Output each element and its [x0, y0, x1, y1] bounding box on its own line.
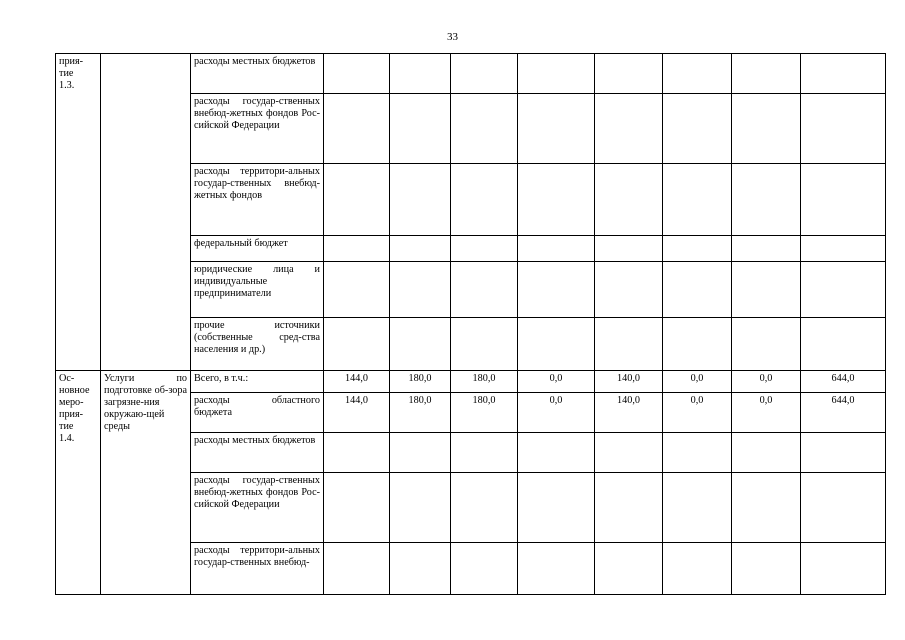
value-cell	[518, 318, 595, 371]
value-cell	[451, 318, 518, 371]
value-cell: 180,0	[451, 371, 518, 393]
value-cell: 0,0	[518, 371, 595, 393]
activity-name: Услуги по подготовке об-зора загрязне-ния окружаю-щей среды	[101, 371, 191, 595]
value-cell	[663, 262, 732, 318]
value-cell	[801, 236, 886, 262]
value-cell	[324, 473, 390, 543]
value-cell: 180,0	[390, 371, 451, 393]
value-cell: 0,0	[663, 371, 732, 393]
value-cell	[324, 262, 390, 318]
value-cell	[595, 164, 663, 236]
funding-source: федеральный бюджет	[191, 236, 324, 262]
value-cell	[732, 54, 801, 94]
value-cell	[663, 236, 732, 262]
value-cell	[324, 543, 390, 595]
value-cell	[390, 318, 451, 371]
value-cell	[595, 236, 663, 262]
value-cell	[451, 54, 518, 94]
funding-source: расходы территори-альных государ-ственных внебюд-жетных фондов	[191, 164, 324, 236]
value-cell	[663, 164, 732, 236]
value-cell	[324, 54, 390, 94]
value-cell	[732, 473, 801, 543]
value-cell: 144,0	[324, 371, 390, 393]
value-cell	[732, 543, 801, 595]
funding-source: расходы территори-альных государ-ственных внебюд-	[191, 543, 324, 595]
value-cell: 0,0	[732, 371, 801, 393]
value-cell	[518, 433, 595, 473]
value-cell	[451, 543, 518, 595]
value-cell	[324, 94, 390, 164]
table-row	[56, 371, 886, 393]
value-cell	[518, 164, 595, 236]
budget-table	[55, 53, 886, 595]
value-cell	[390, 433, 451, 473]
value-cell	[595, 94, 663, 164]
value-cell	[595, 318, 663, 371]
value-cell	[732, 433, 801, 473]
funding-source: расходы государ-ственных внебюд-жетных фондов Рос-сийской Федерации	[191, 473, 324, 543]
total-value: 644,0	[801, 371, 886, 393]
value-cell	[663, 94, 732, 164]
total-value: 644,0	[801, 393, 886, 433]
value-cell	[801, 164, 886, 236]
value-cell	[663, 543, 732, 595]
value-cell	[451, 164, 518, 236]
value-cell	[801, 54, 886, 94]
value-cell	[451, 94, 518, 164]
value-cell	[518, 543, 595, 595]
value-cell	[732, 236, 801, 262]
value-cell	[390, 236, 451, 262]
value-cell	[801, 318, 886, 371]
value-cell	[595, 262, 663, 318]
value-cell	[324, 318, 390, 371]
activity-name-cell	[101, 54, 191, 371]
total-value	[801, 433, 886, 473]
value-cell	[324, 164, 390, 236]
value-cell	[451, 262, 518, 318]
value-cell	[324, 433, 390, 473]
table-row	[56, 54, 886, 94]
funding-source: прочие источники (собственные сред-ства населения и др.)	[191, 318, 324, 371]
activity-label: Ос- новное меро- прия- тие 1.4.	[56, 371, 101, 595]
value-cell	[801, 262, 886, 318]
value-cell	[390, 164, 451, 236]
value-cell	[732, 318, 801, 371]
value-cell: 0,0	[732, 393, 801, 433]
funding-source: расходы местных бюджетов	[191, 433, 324, 473]
value-cell: 180,0	[451, 393, 518, 433]
funding-source: Всего, в т.ч.:	[191, 371, 324, 393]
value-cell	[732, 94, 801, 164]
value-cell	[390, 473, 451, 543]
value-cell: 0,0	[518, 393, 595, 433]
value-cell	[595, 54, 663, 94]
value-cell	[451, 473, 518, 543]
value-cell	[518, 54, 595, 94]
value-cell: 144,0	[324, 393, 390, 433]
value-cell	[518, 473, 595, 543]
value-cell	[732, 164, 801, 236]
value-cell	[801, 94, 886, 164]
value-cell: 0,0	[663, 393, 732, 433]
value-cell: 180,0	[390, 393, 451, 433]
value-cell	[595, 543, 663, 595]
value-cell	[390, 262, 451, 318]
value-cell	[518, 236, 595, 262]
funding-source: юридические лица и индивидуальные предприниматели	[191, 262, 324, 318]
funding-source: расходы областного бюджета	[191, 393, 324, 433]
page-number: 33	[447, 31, 458, 43]
value-cell	[663, 54, 732, 94]
value-cell	[390, 543, 451, 595]
value-cell	[324, 236, 390, 262]
total-value	[801, 543, 886, 595]
value-cell	[518, 262, 595, 318]
value-cell	[451, 433, 518, 473]
value-cell: 140,0	[595, 393, 663, 433]
value-cell	[663, 318, 732, 371]
value-cell	[390, 54, 451, 94]
value-cell	[518, 94, 595, 164]
value-cell	[732, 262, 801, 318]
value-cell	[663, 433, 732, 473]
funding-source: расходы государ-ственных внебюд-жетных фондов Рос-сийской Федерации	[191, 94, 324, 164]
value-cell: 140,0	[595, 371, 663, 393]
value-cell	[595, 433, 663, 473]
total-value	[801, 473, 886, 543]
value-cell	[663, 473, 732, 543]
value-cell	[390, 94, 451, 164]
activity-label: прия- тие 1.3.	[56, 54, 101, 371]
funding-source: расходы местных бюджетов	[191, 54, 324, 94]
value-cell	[595, 473, 663, 543]
value-cell	[451, 236, 518, 262]
